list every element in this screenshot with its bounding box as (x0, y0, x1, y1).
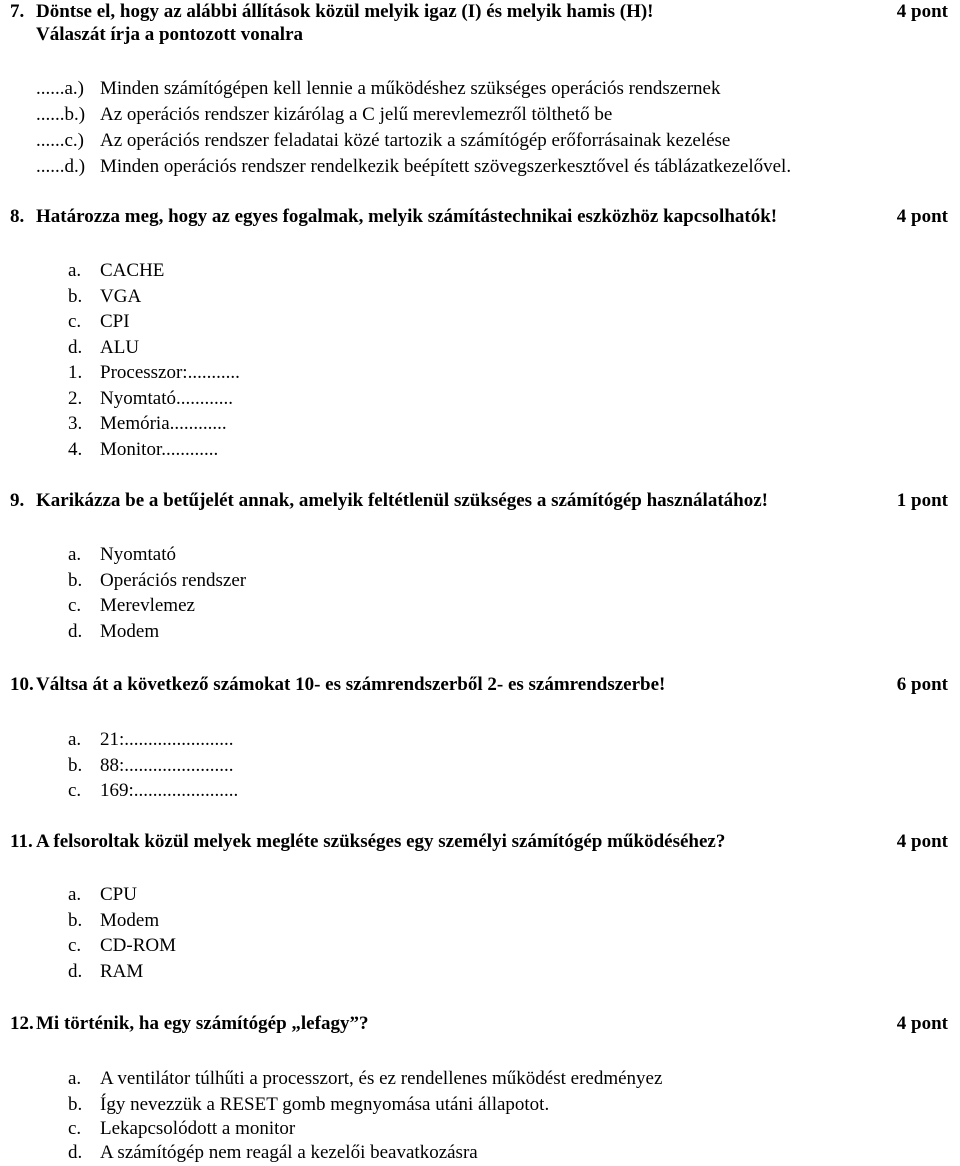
question-number: 11. (10, 831, 33, 852)
item-key: 2. (68, 387, 83, 409)
question-title: Karikázza be a betűjelét annak, amelyik feltétlenül szükséges a számítógép használatához! (36, 490, 768, 511)
answer-blank[interactable]: ......b.) (36, 104, 86, 125)
item-text: ALU (100, 336, 140, 358)
item-key: a. (68, 260, 82, 281)
choice-option[interactable] (68, 959, 143, 985)
item-text: CACHE (100, 260, 165, 281)
choice-option[interactable] (68, 619, 159, 645)
item-text: Memória............ (100, 413, 227, 434)
statement-text: Az operációs rendszer feladatai közé tartozik a számítógép erőforrásainak kezelése (100, 130, 731, 151)
statement-row[interactable] (36, 154, 792, 180)
device-answer-line[interactable] (68, 411, 227, 437)
question-points: 4 pont (896, 831, 948, 852)
device-answer-line[interactable] (68, 360, 240, 386)
item-key: 4. (68, 438, 83, 460)
statement-row[interactable] (36, 128, 731, 154)
question-12-header (10, 1012, 948, 1036)
question-7-subtitle: Válaszát írja a pontozott vonalra (36, 24, 304, 45)
item-key: d. (68, 960, 83, 982)
question-points: 4 pont (896, 1013, 948, 1034)
question-title: Határozza meg, hogy az egyes fogalmak, melyik számítástechnikai eszközhöz kapcsolhatók! (36, 206, 778, 227)
answer-blank[interactable]: ......d.) (36, 156, 86, 177)
item-text: Merevlemez (100, 595, 195, 616)
question-title: Mi történik, ha egy számítógép „lefagy”? (36, 1013, 369, 1034)
question-number: 12. (10, 1013, 34, 1034)
question-8-header (10, 205, 948, 229)
choice-option[interactable] (68, 882, 137, 908)
item-key: a. (68, 729, 82, 750)
item-text: Modem (100, 620, 160, 642)
list-item (68, 284, 141, 310)
statement-text: Minden számítógépen kell lennie a működéshez szükséges operációs rendszernek (100, 78, 721, 99)
item-key: b. (68, 909, 83, 931)
question-number: 8. (10, 206, 25, 227)
list-item (68, 335, 139, 361)
item-key: c. (68, 780, 82, 801)
item-key: c. (68, 935, 82, 956)
choice-option[interactable] (68, 908, 159, 934)
item-key: b. (68, 1093, 83, 1115)
item-key: d. (68, 620, 83, 642)
question-title: A felsoroltak közül melyek megléte szükséges egy személyi számítógép működéséhez? (36, 831, 726, 852)
item-text: 88:....................... (100, 754, 234, 776)
statement-row[interactable] (36, 76, 721, 102)
item-text: A ventilátor túlhűti a processzort, és ez rendellenes működést eredményez (100, 1068, 663, 1089)
choice-option[interactable] (68, 593, 195, 619)
item-text: A számítógép nem reagál a kezelői beavatkozásra (100, 1142, 478, 1163)
item-key: c. (68, 595, 82, 616)
conversion-answer-line[interactable] (68, 727, 234, 753)
item-text: Lekapcsolódott a monitor (100, 1118, 296, 1139)
question-11-header (10, 830, 948, 854)
list-item (68, 258, 164, 284)
answer-blank[interactable]: ......c.) (36, 130, 85, 151)
item-key: c. (68, 1118, 82, 1139)
question-points: 4 pont (896, 206, 948, 227)
question-10-header (10, 673, 948, 697)
question-points: 4 pont (896, 1, 948, 22)
item-text: 169:...................... (100, 780, 239, 801)
item-key: b. (68, 285, 83, 307)
item-text: VGA (100, 285, 142, 307)
device-answer-line[interactable] (68, 386, 233, 412)
item-text: CD-ROM (100, 935, 177, 956)
question-points: 1 pont (896, 490, 948, 511)
choice-option[interactable] (68, 1092, 549, 1118)
item-key: a. (68, 884, 82, 905)
question-9-header (10, 489, 948, 513)
device-answer-line[interactable] (68, 437, 218, 463)
item-key: 1. (68, 362, 83, 383)
item-text: Operációs rendszer (100, 569, 247, 591)
conversion-answer-line[interactable] (68, 778, 238, 804)
item-text: 21:....................... (100, 729, 234, 750)
item-text: Így nevezzük a RESET gomb megnyomása utáni állapotot. (100, 1093, 550, 1115)
item-text: CPU (100, 884, 137, 905)
item-text: Nyomtató............ (100, 387, 233, 409)
choice-option[interactable] (68, 1066, 662, 1092)
choice-option[interactable] (68, 1140, 478, 1166)
item-text: CPI (100, 311, 130, 332)
question-number: 10. (10, 674, 34, 695)
item-key: 3. (68, 413, 83, 434)
choice-option[interactable] (68, 933, 176, 959)
item-key: a. (68, 1068, 82, 1089)
statement-row[interactable] (36, 102, 613, 128)
item-text: Nyomtató (100, 544, 176, 565)
choice-option[interactable] (68, 568, 246, 594)
item-key: b. (68, 754, 83, 776)
question-number: 9. (10, 490, 25, 511)
item-key: d. (68, 336, 83, 358)
item-key: d. (68, 1142, 83, 1163)
choice-option[interactable] (68, 1116, 295, 1142)
item-key: a. (68, 544, 82, 565)
statement-text: Az operációs rendszer kizárólag a C jelű merevlemezről tölthető be (100, 104, 613, 125)
item-text: Monitor............ (100, 438, 219, 460)
question-title: Döntse el, hogy az alábbi állítások közül melyik igaz (I) és melyik hamis (H)! (36, 1, 654, 22)
item-key: c. (68, 311, 82, 332)
question-title: Váltsa át a következő számokat 10- es számrendszerből 2- es számrendszerbe! (36, 674, 666, 695)
item-text: Processzor:........... (100, 362, 240, 383)
choice-option[interactable] (68, 542, 176, 568)
item-key: b. (68, 569, 83, 591)
question-points: 6 pont (896, 674, 948, 695)
conversion-answer-line[interactable] (68, 753, 234, 779)
item-text: Modem (100, 909, 160, 931)
answer-blank[interactable]: ......a.) (36, 78, 85, 99)
question-number: 7. (10, 1, 25, 22)
statement-text: Minden operációs rendszer rendelkezik beépített szövegszerkesztővel és táblázatkezelővel. (100, 156, 792, 177)
list-item (68, 309, 130, 335)
item-text: RAM (100, 960, 144, 982)
question-7-header (10, 0, 948, 24)
